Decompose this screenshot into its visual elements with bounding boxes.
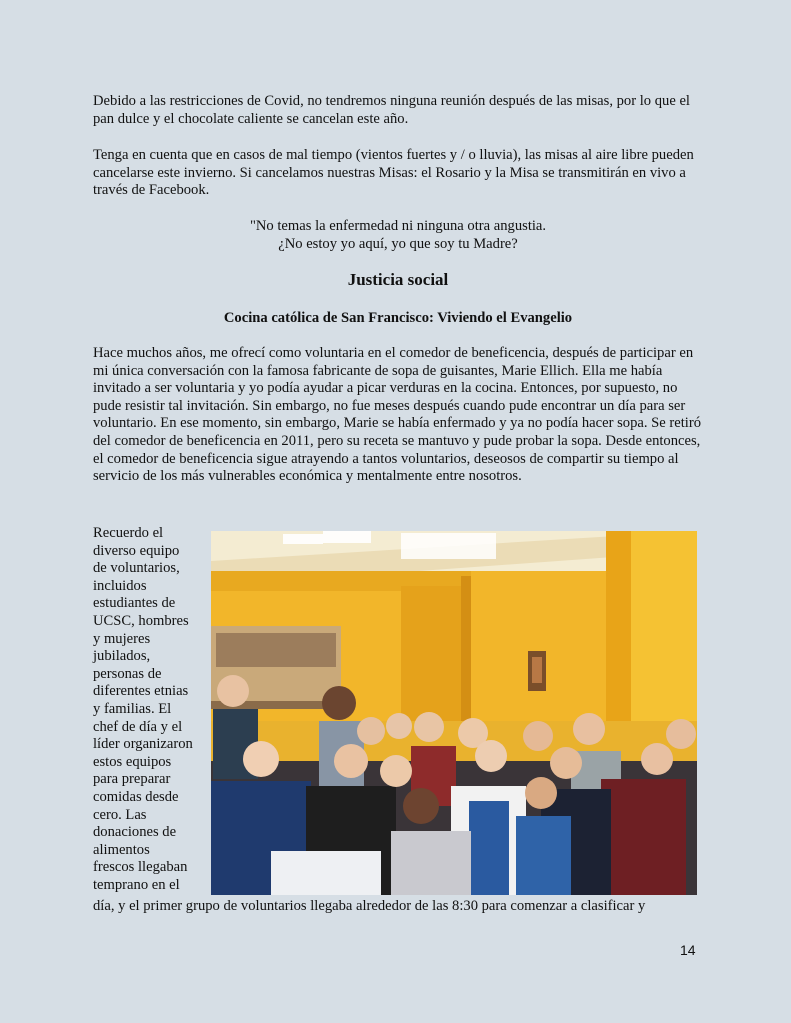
wrapped-text-column xyxy=(93,525,205,894)
page-number: 14 xyxy=(680,942,696,958)
wrap-line: temprano en el xyxy=(93,876,180,893)
wrap-line: UCSC, hombres xyxy=(93,612,189,629)
wrap-line: alimentos xyxy=(93,841,150,858)
wrap-line: jubilados, xyxy=(93,648,151,665)
wrap-line: de voluntarios, xyxy=(93,560,180,577)
wrap-line: diferentes etnias xyxy=(93,683,189,700)
section-title: Justicia social xyxy=(347,270,449,289)
wrap-line: y mujeres xyxy=(93,630,151,647)
covid-notice-paragraph: Debido a las restricciones de Covid, no tendremos ninguna reunión después de las misas, por lo que el pan dulce y el chocolate caliente se cancelan este año. xyxy=(93,93,690,127)
virgin-quote xyxy=(93,218,703,253)
wrap-line: cero. Las xyxy=(93,806,147,823)
wrap-line: líder organizaron xyxy=(93,736,193,753)
wrap-line: para preparar xyxy=(93,771,171,788)
wrap-line: diverso equipo xyxy=(93,542,180,559)
volunteers-group-photo xyxy=(211,531,697,895)
continuation-line: día, y el primer grupo de voluntarios llegaba alrededor de las 8:30 para comenzar a clasificar y xyxy=(93,898,646,914)
wrap-line: donaciones de xyxy=(93,824,177,841)
quote-line-2: ¿No estoy yo aquí, yo que soy tu Madre? xyxy=(278,235,518,252)
wrap-line: chef de día y el xyxy=(93,718,183,735)
wrap-line: estudiantes de xyxy=(93,595,176,612)
wrap-line: comidas desde xyxy=(93,788,179,805)
wrap-line: frescos llegaban xyxy=(93,859,188,876)
wrap-line: y familias. El xyxy=(93,700,172,717)
wrap-line: incluidos xyxy=(93,577,147,594)
quote-line-1: "No temas la enfermedad ni ninguna otra angustia. xyxy=(249,218,547,234)
wrap-line: Recuerdo el xyxy=(93,525,164,541)
section-subtitle: Cocina católica de San Francisco: Viviendo el Evangelio xyxy=(223,310,573,326)
kitchen-story-paragraph: Hace muchos años, me ofrecí como voluntaria en el comedor de beneficencia, después de participar en mi única conversación con la famosa fabricante de sopa de guisantes, Marie Ellich. Ella me había invitado a ser voluntaria y yo podía ayudar a picar verduras en la cocina. Entonces, por supuesto, no pude resistir tal invitación. Sin embargo, no fue meses después cuando pude encontrar un día para ser voluntario. En ese momento, sin embargo, Marie se había enfermado y ya no podía hacer sopa. Se retiró del comedor de beneficencia en 2011, pero su receta se mantuvo y pude probar la sopa. Desde entonces, el comedor de beneficencia sigue atrayendo a tantos voluntarios, deseosos de compartir su tiempo al servicio de los más vulnerables económica y mentalmente entre nosotros. xyxy=(93,345,702,485)
wrap-line: estos equipos xyxy=(93,753,172,770)
weather-notice-paragraph: Tenga en cuenta que en casos de mal tiempo (vientos fuertes y / o lluvia), las misas al aire libre pueden cancelarse este invierno. Si cancelamos nuestras Misas: el Rosario y la Misa se transmitirán en vivo a través de Facebook. xyxy=(93,147,694,199)
wrap-line: personas de xyxy=(93,665,162,682)
